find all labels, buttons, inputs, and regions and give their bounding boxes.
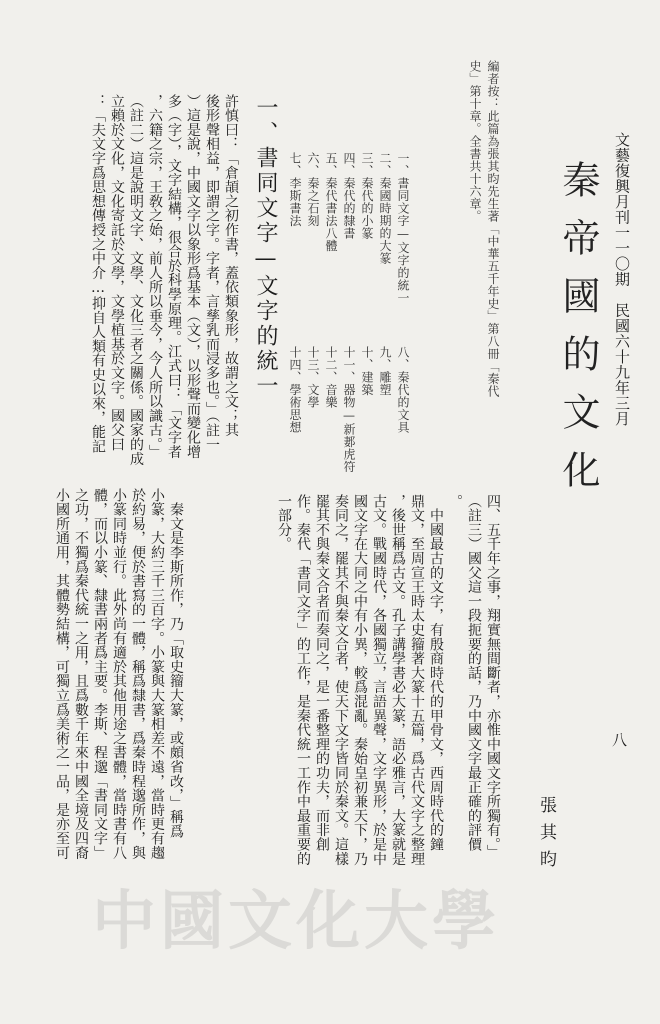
toc-item: 三、秦代的小篆: [360, 152, 374, 240]
section-heading: 一、書同文字—文字的統一: [253, 96, 278, 399]
toc-item: 十四、學術思想: [288, 346, 302, 434]
toc-item: 十、建築: [360, 346, 374, 396]
university-watermark: 中國文化大學: [92, 885, 500, 959]
toc-item: 九、雕塑: [378, 346, 392, 396]
toc-item: 八、秦代的文具: [396, 346, 410, 434]
body-text-lower-right: 四、五千年之事，翔實無間斷者，亦惟中國文字所獨有。」 （註三）國父這一段扼要的話，乃中國文字最正確的評價 。 中國最古的文字，有殷商時代的甲骨文，西周時代的鐘 鼎文，至周宣王時太史籀著大篆十五篇，爲古代文字之整理 ，後世稱爲古文。孔子講學書必大篆，語必雅言，大篆就是 古文。戰國時代，各國獨立，言語異聲，文字異形，於是中 國文字在大同之中有小異，較爲混亂。秦始皇初兼天下，乃 奏同之，罷其不與秦文合者，使天下文字皆同於秦文。這樣 罷其不與秦文合者而奏同之，是一番整理的功夫，而非創 作。秦代「書同文字」的工作，是秦代統一工作中最重要的 一部分。: [276, 494, 501, 866]
toc-item: 二、秦國時期的大篆: [378, 152, 392, 265]
page-number: 八: [610, 732, 628, 747]
journal-header: 文藝復興月刊一一〇期 民國六十九年三月: [613, 132, 631, 427]
editor-note: 編者按：此篇為張其昀先生著「中華五千年史」第八冊「秦代 史」第十章。全書共十六章。: [468, 60, 500, 398]
toc-item: 四、秦代的隸書: [342, 152, 356, 240]
toc-item: 五、秦代書法八體: [324, 152, 338, 252]
toc-item: 七、李斯書法: [288, 152, 302, 227]
toc-column-1: [268, 94, 430, 304]
toc-item: 十三、文學: [306, 346, 320, 409]
article-title: 秦帝國的文化: [556, 160, 600, 508]
toc-item: 十二、音樂: [324, 346, 338, 409]
toc-column-2: [268, 288, 430, 473]
author-name: 張其昀: [536, 796, 556, 877]
toc-item: 一、書同文字—文字的統一: [396, 152, 410, 304]
toc-item: 十一、器物—新郪虎符: [342, 346, 356, 473]
body-text-lower-left: 秦文是李斯所作，乃「取史籀大篆，或頗省改，」稱爲 小篆，大約三千三百字。小篆與大篆相差不遠，當時更有趨 於約易，便於書寫的一體，稱爲隸書，爲秦時程邈所作，與 小篆同時並行。此外尚有適於其他用途之書體，當時書有八 體，而以小篆、隸書兩者爲主要。李斯、程邈「書同文字」 之功，不獨爲秦代統一之用，且爲數千年來中國全境及四裔 小國所通用，其體勢結構，可獨立爲美術之一品，是亦至可: [54, 488, 184, 860]
toc-item: 六、秦之石刻: [306, 152, 320, 227]
body-text-upper-left: 許慎曰：「倉頡之初作書，蓋依類象形，故謂之文；其 後形聲相益，即謂之字。字者，言孳乳而浸多也。」（註一 ）這是說，中國文字以象形爲基本（文），以形聲而變化增 多（字），文字結構，很合於科學原理。江式曰：「文字者 ，六籍之宗，王敎之始，前人所以垂今，今人所以識古。」 （註二）這是說明文字、文學、文化三者之關係。國家的成 立賴於文化，文化寄託於文學，文學植基於文字。國父曰 ：「夫文字爲思想傳授之中介…抑自人類有史以來，能記: [90, 94, 239, 466]
